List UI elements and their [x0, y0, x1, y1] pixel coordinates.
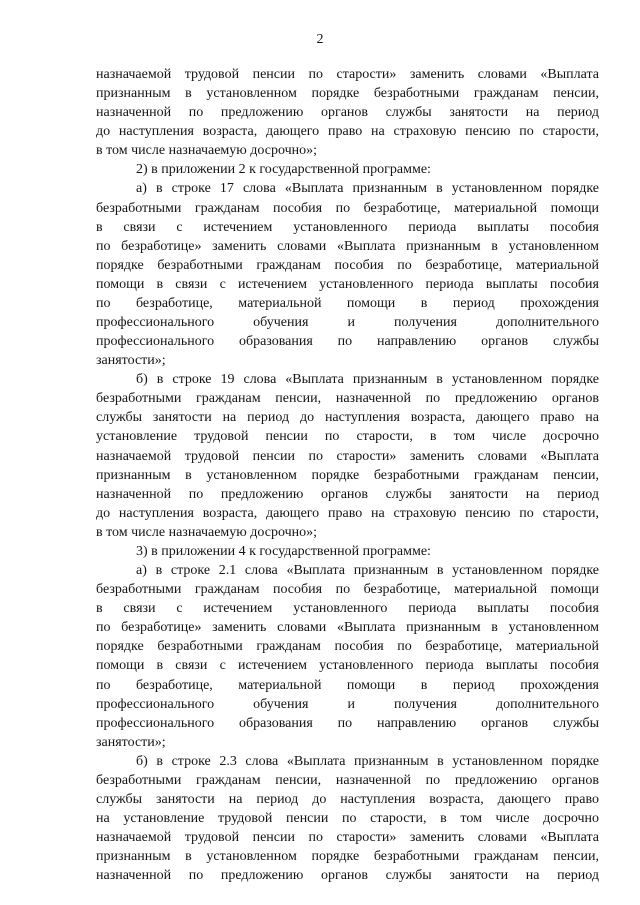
text-line: признанным в установленном порядке безработными гражданам пенсии,	[96, 849, 599, 865]
text-line: б) в строке 2.3 слова «Выплата признанным в установленном порядке	[136, 753, 599, 769]
text-line: назначаемой трудовой пенсии по старости» заменить словами «Выплата	[96, 448, 599, 464]
text-line: в том числе назначаемую досрочно»;	[96, 143, 317, 159]
text-line: назначенной по предложению органов службы занятости на период	[96, 105, 599, 121]
text-line: порядке безработными гражданам пособия по безработице, материальной	[96, 257, 599, 273]
text-line: назначенной по предложению органов службы занятости на период	[96, 868, 599, 884]
text-line: порядке безработными гражданам пособия по безработице, материальной	[96, 639, 599, 655]
document-body	[96, 65, 599, 885]
text-line: помощи в связи с истечением установленного периода выплаты пособия	[96, 276, 599, 292]
text-line: 3) в приложении 4 к государственной программе:	[136, 543, 431, 559]
text-line: 2) в приложении 2 к государственной программе:	[136, 162, 431, 178]
text-line: безработными гражданам пособия по безработице, материальной помощи	[96, 582, 599, 598]
text-line: профессионального образования по направлению органов службы	[96, 715, 599, 731]
text-line: по безработице, материальной помощи в период прохождения	[96, 295, 599, 311]
text-line: до наступления возраста, дающего право на страховую пенсию по старости,	[96, 124, 599, 140]
text-line: б) в строке 19 слова «Выплата признанным в установленном порядке	[136, 372, 599, 388]
text-line: службы занятости на период до наступления возраста, дающего право	[96, 791, 599, 807]
text-line: в связи с истечением установленного периода выплаты пособия	[96, 219, 599, 235]
text-line: признанным в установленном порядке безработными гражданам пенсии,	[96, 467, 599, 483]
text-line: назначаемой трудовой пенсии по старости» заменить словами «Выплата	[96, 830, 599, 846]
text-line: а) в строке 17 слова «Выплата признанным в установленном порядке	[136, 181, 599, 197]
text-line: назначенной по предложению органов службы занятости на период	[96, 486, 599, 502]
text-line: в связи с истечением установленного периода выплаты пособия	[96, 601, 599, 617]
text-line: профессионального обучения и получения дополнительного	[96, 696, 599, 712]
text-line: назначаемой трудовой пенсии по старости» заменить словами «Выплата	[96, 67, 599, 82]
text-line: помощи в связи с истечением установленного периода выплаты пособия	[96, 658, 599, 674]
text-line: по безработице» заменить словами «Выплата признанным в установленном	[96, 238, 599, 254]
text-line: безработными гражданам пособия по безработице, материальной помощи	[96, 200, 599, 216]
text-line: до наступления возраста, дающего право на страховую пенсию по старости,	[96, 505, 599, 521]
page-number: 2	[316, 32, 324, 47]
text-line: безработными гражданам пенсии, назначенной по предложению органов	[96, 772, 599, 788]
text-line: установление трудовой пенсии по старости, в том числе досрочно	[96, 429, 599, 445]
text-line: профессионального образования по направлению органов службы	[96, 334, 599, 350]
text-line: признанным в установленном порядке безработными гражданам пенсии,	[96, 86, 599, 102]
text-line: безработными гражданам пенсии, назначенной по предложению органов	[96, 391, 599, 407]
text-line: занятости»;	[96, 353, 166, 369]
text-line: по безработице» заменить словами «Выплата признанным в установленном	[96, 620, 599, 636]
text-line: в том числе назначаемую досрочно»;	[96, 524, 317, 540]
text-line: а) в строке 2.1 слова «Выплата признанным в установленном порядке	[136, 563, 599, 579]
text-line: профессионального обучения и получения дополнительного	[96, 315, 599, 331]
text-line: на установление трудовой пенсии по старости, в том числе досрочно	[96, 811, 599, 827]
text-line: службы занятости на период до наступления возраста, дающего право на	[96, 410, 599, 426]
text-line: по безработице, материальной помощи в период прохождения	[96, 677, 599, 693]
text-line: занятости»;	[96, 734, 166, 750]
